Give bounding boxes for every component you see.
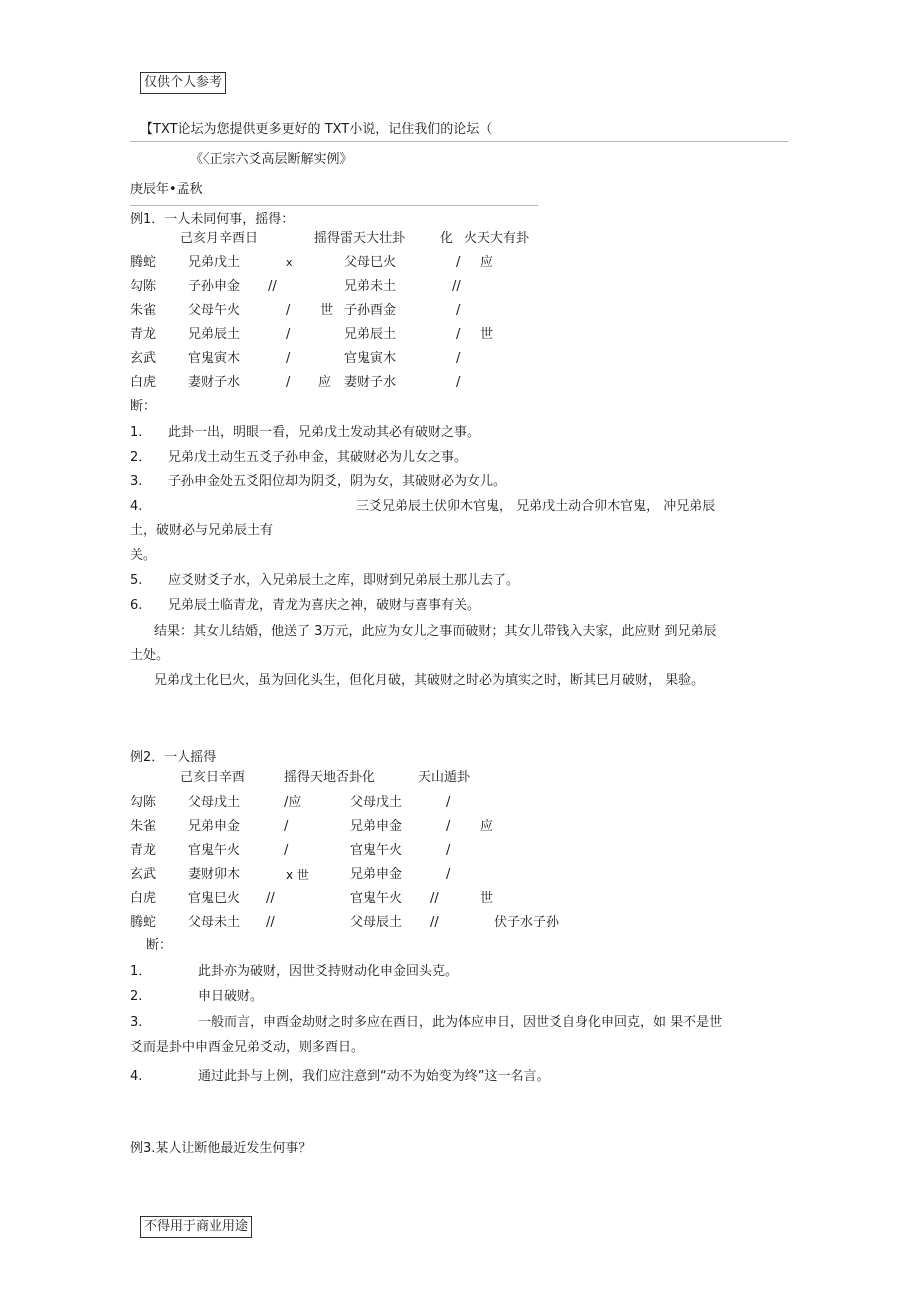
example1-item	[130, 597, 790, 615]
six-god: 青龙	[130, 843, 157, 858]
changed-yao-mark: /	[446, 867, 451, 882]
six-god: 朱雀	[130, 819, 157, 834]
example1-heading: 例1．一人未同何事，摇得：	[130, 212, 295, 227]
six-god: 青龙	[130, 327, 157, 342]
changed-yao-line: 父母戊土	[350, 795, 403, 810]
six-god: 玄武	[130, 867, 157, 882]
example1-hua: 化	[440, 231, 454, 246]
example2-item-continued: 爻而是卦中申酉金兄弟爻动，则多酉日。	[130, 1040, 365, 1055]
yao-mark: /	[286, 351, 291, 366]
changed-yao-mark: /	[446, 819, 451, 834]
changed-shi-ying: 应	[480, 819, 494, 834]
example2-yao-row	[130, 842, 830, 860]
item-number: 3.	[130, 1015, 143, 1030]
example2-gua: 摇得天地否卦化	[284, 770, 376, 785]
item-text: 三爻兄弟辰土伏卯木官鬼， 兄弟戊土动合卯木官鬼， 冲兄弟辰	[356, 499, 716, 514]
six-god: 朱雀	[130, 303, 157, 318]
item-text: 通过此卦与上例，我们应注意到“动不为始变为终”这一名言。	[198, 1069, 550, 1084]
six-god: 勾陈	[130, 279, 157, 294]
example2-heading: 例2．一人摇得	[130, 750, 217, 765]
example2-target-gua: 天山遁卦	[418, 770, 471, 785]
item-number: 1．	[130, 964, 152, 979]
yao-line: 父母午火	[188, 303, 241, 318]
item-text: 一般而言，申酉金劫财之时多应在酉日，此为体应申日，因世爻自身化申回克，如 果不是世	[198, 1015, 723, 1030]
item-text: 兄弟戊土动生五爻子孙申金，其破财必为儿女之事。	[168, 450, 468, 465]
changed-shi-ying: 世	[480, 327, 494, 342]
changed-yao-line: 兄弟申金	[350, 867, 403, 882]
item-number: 4.	[130, 1069, 143, 1084]
item-number: 1.	[130, 425, 143, 440]
yao-mark: /	[286, 327, 291, 342]
yao-mark: /	[284, 843, 289, 858]
changed-yao-line: 妻财子水	[344, 375, 397, 390]
example1-gua: 摇得雷天大壮卦	[314, 231, 406, 246]
changed-yao-mark: /	[456, 351, 461, 366]
example2-date: 己亥日辛酉	[180, 770, 246, 785]
example1-result-continued: 土处。	[130, 648, 170, 663]
six-god: 玄武	[130, 351, 157, 366]
changed-yao-line: 父母巳火	[344, 255, 397, 270]
example3-heading: 例3.某人让断他最近发生何事？	[130, 1141, 312, 1156]
example1-item	[130, 473, 790, 491]
example1-item-continued: 关。	[130, 548, 157, 563]
yao-mark: /应	[284, 795, 302, 810]
example1-target-gua: 火天大有卦	[464, 231, 530, 246]
yao-line: 妻财子水	[188, 375, 241, 390]
item-number: 3.	[130, 474, 143, 489]
example2-item	[130, 988, 790, 1006]
changed-shi-ying: 世	[480, 891, 494, 906]
yao-line: 父母未土	[188, 915, 241, 930]
example2-judgement-label: 断：	[146, 938, 173, 953]
yao-mark: /	[286, 375, 291, 390]
example1-item	[130, 572, 790, 590]
yao-mark: //	[266, 891, 275, 906]
shi-ying: 应	[318, 375, 332, 390]
item-text: 申日破财。	[198, 989, 264, 1004]
example1-yao-row	[130, 374, 830, 392]
changed-yao-mark: /	[446, 843, 451, 858]
item-text: 子孙申金处五爻阳位却为阴爻，阴为女，其破财必为女儿。	[168, 474, 507, 489]
yao-line: 父母戊土	[188, 795, 241, 810]
changed-yao-line: 父母辰土	[350, 915, 403, 930]
six-god: 勾陈	[130, 795, 157, 810]
yao-line: 兄弟辰土	[188, 327, 241, 342]
yao-line: 官鬼寅木	[188, 351, 241, 366]
example2-item	[130, 1014, 790, 1032]
item-text: 此卦一出，明眼一看，兄弟戊土发动其必有破财之事。	[168, 425, 481, 440]
changed-yao-line: 官鬼午火	[350, 891, 403, 906]
item-number: 2．	[130, 450, 152, 465]
yao-line: 兄弟申金	[188, 819, 241, 834]
item-number: 6.	[130, 598, 143, 613]
item-text: 此卦亦为破财，因世爻持财动化申金回头克。	[198, 964, 459, 979]
example1-item-continued: 土，破财必与兄弟辰土有	[130, 523, 274, 538]
six-god: 腾蛇	[130, 915, 157, 930]
yao-line: 子孙申金	[188, 279, 241, 294]
item-text: 应爻财爻子水，入兄弟辰土之库，即财到兄弟辰土那儿去了。	[168, 573, 520, 588]
document-title: 《〈正宗六爻高层断解实例》	[190, 152, 353, 167]
changed-yao-mark: /	[456, 255, 461, 270]
changed-yao-mark: //	[430, 915, 439, 930]
example1-result-note: 兄弟戊土化巳火，虽为回化头生，但化月破，其破财之时必为填实之时，断其巳月破财， 果验。	[154, 673, 705, 688]
changed-yao-line: 兄弟未土	[344, 279, 397, 294]
example1-judgement-label: 断：	[130, 399, 157, 414]
item-number: 5.	[130, 573, 143, 588]
example2-yao-row	[130, 818, 830, 836]
example1-item	[130, 424, 790, 442]
example2-yao-row	[130, 866, 830, 884]
yao-mark: x 世	[286, 868, 309, 882]
changed-yao-mark: //	[452, 279, 461, 294]
example2-yao-row	[130, 794, 830, 812]
changed-yao-line: 兄弟申金	[350, 819, 403, 834]
changed-yao-line: 子孙酉金	[344, 303, 397, 318]
changed-yao-line: 官鬼午火	[350, 843, 403, 858]
header-stamp: 仅供个人参考	[140, 72, 226, 94]
item-number: 2.	[130, 989, 143, 1004]
yao-line: 官鬼巳火	[188, 891, 241, 906]
example2-item	[130, 1068, 790, 1086]
item-text: 兄弟辰土临青龙，青龙为喜庆之神，破财与喜事有关。	[168, 598, 481, 613]
six-god: 腾蛇	[130, 255, 157, 270]
yao-line: 妻财卯木	[188, 867, 241, 882]
example1-gua-header	[130, 230, 830, 248]
changed-yao-mark: /	[456, 303, 461, 318]
item-number: 4.	[130, 499, 143, 514]
six-god: 白虎	[130, 375, 157, 390]
changed-shi-ying: 应	[480, 255, 494, 270]
example2-yao-row	[130, 890, 830, 908]
changed-yao-mark: /	[446, 795, 451, 810]
banner-divider	[130, 141, 788, 142]
example1-yao-row	[130, 254, 830, 272]
example2-yao-row	[130, 914, 830, 932]
hidden-yao-note: 伏子水子孙	[494, 915, 560, 930]
changed-yao-mark: /	[456, 327, 461, 342]
example1-yao-row	[130, 350, 830, 368]
example1-result: 结果：其女儿结婚，他送了 3万元，此应为女儿之事而破财；其女儿带钱入夫家，此应财 到兄弟辰	[154, 624, 717, 639]
example1-yao-row	[130, 326, 830, 344]
yao-mark: x	[286, 256, 293, 269]
date-line: 庚辰年•孟秋	[130, 182, 203, 197]
six-god: 白虎	[130, 891, 157, 906]
example1-yao-row	[130, 302, 830, 320]
yao-mark: //	[266, 915, 275, 930]
yao-mark: //	[268, 279, 277, 294]
example1-item	[130, 449, 790, 467]
changed-yao-mark: //	[430, 891, 439, 906]
example1-yao-row	[130, 278, 830, 296]
example2-item	[130, 963, 790, 981]
yao-line: 官鬼午火	[188, 843, 241, 858]
yao-mark: /	[286, 303, 291, 318]
yao-mark: /	[284, 819, 289, 834]
changed-yao-line: 官鬼寅木	[344, 351, 397, 366]
yao-line: 兄弟戊土	[188, 255, 241, 270]
changed-yao-line: 兄弟辰土	[344, 327, 397, 342]
example1-item	[130, 498, 790, 516]
date-divider	[130, 205, 538, 206]
example2-gua-header	[130, 769, 830, 787]
footer-stamp: 不得用于商业用途	[140, 1216, 252, 1238]
shi-ying: 世	[320, 303, 334, 318]
changed-yao-mark: /	[456, 375, 461, 390]
banner-text: 【TXT论坛为您提供更多更好的 TXT小说，记住我们的论坛（	[140, 122, 493, 137]
example1-date: 己亥月辛酉日	[180, 231, 259, 246]
